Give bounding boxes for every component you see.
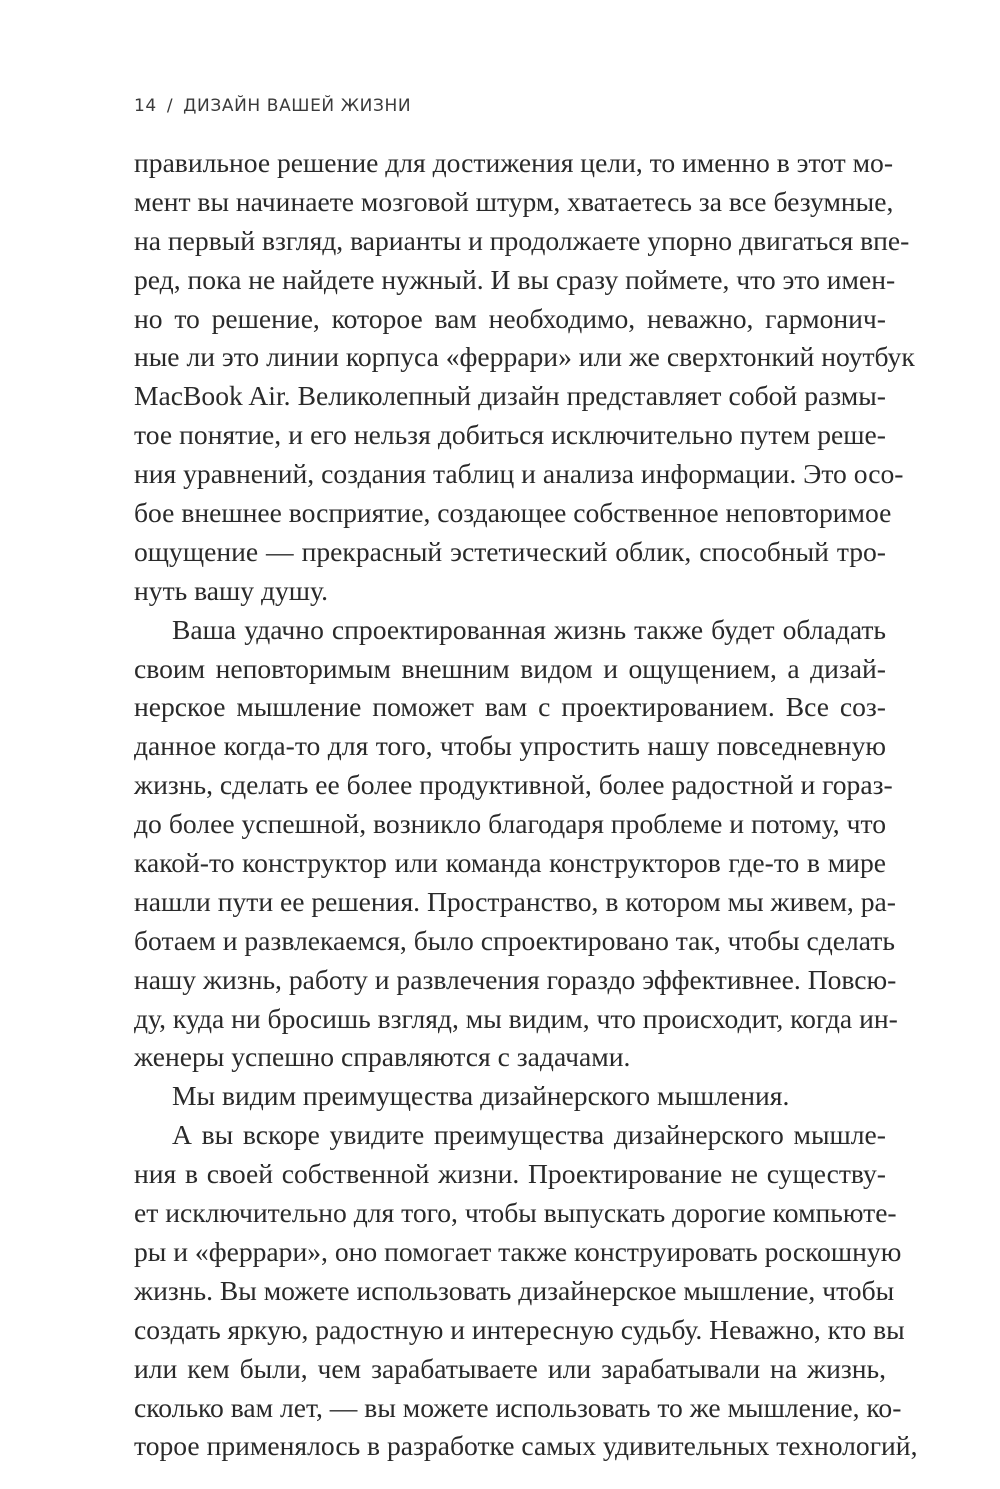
text-line: ред, пока не найдете нужный. И вы сразу поймете, что это имен-: [134, 263, 896, 295]
text-line: торое применялось в разработке самых удивительных технологий,: [134, 1430, 918, 1462]
text-line: нашли пути ее решения. Пространство, в котором мы живем, ра-: [134, 885, 896, 917]
running-head: [134, 96, 411, 116]
header-separator: /: [166, 96, 174, 116]
text-line: или кем были, чем зарабатываете или зарабатывали на жизнь,: [134, 1352, 886, 1384]
text-line: создать яркую, радостную и интересную судьбу. Неважно, кто вы: [134, 1313, 905, 1345]
page-number: 14: [134, 96, 157, 116]
text-line: своим неповторимым внешним видом и ощущением, а дизай-: [134, 652, 886, 684]
text-line: ощущение — прекрасный эстетический облик, способный тро-: [134, 535, 886, 567]
text-line: нашу жизнь, работу и развлечения гораздо эффективнее. Повсю-: [134, 963, 897, 995]
text-line: жизнь, сделать ее более продуктивной, более радостной и гораз-: [134, 769, 893, 801]
text-line: жизнь. Вы можете использовать дизайнерское мышление, чтобы: [134, 1274, 895, 1306]
text-line: ботаем и развлекаемся, было спроектировано так, чтобы сделать: [134, 924, 895, 956]
text-line: ду, куда ни бросишь взгляд, мы видим, что происходит, когда ин-: [134, 1002, 898, 1034]
text-line: тое понятие, и его нельзя добиться исключительно путем реше-: [134, 419, 886, 451]
book-title: ДИЗАЙН ВАШЕЙ ЖИЗНИ: [183, 96, 412, 116]
text-line: нуть вашу душу.: [134, 574, 328, 606]
text-line: мент вы начинаете мозговой штурм, хватаетесь за все безумные,: [134, 185, 894, 217]
text-line: Ваша удачно спроектированная жизнь также будет обладать: [172, 613, 886, 645]
text-line: ры и «феррари», оно помогает также конструировать роскошную: [134, 1235, 902, 1267]
text-line: MacBook Air. Великолепный дизайн представляет собой размы-: [134, 380, 886, 412]
text-line: нерское мышление поможет вам с проектированием. Все соз-: [134, 691, 886, 723]
text-line: на первый взгляд, варианты и продолжаете упорно двигаться впе-: [134, 224, 910, 256]
text-line: женеры успешно справляются с задачами.: [134, 1041, 631, 1073]
text-line: ет исключительно для того, чтобы выпускать дорогие компьюте-: [134, 1197, 897, 1229]
text-line: ния уравнений, создания таблиц и анализа информации. Это осо-: [134, 458, 904, 490]
text-line: ния в своей собственной жизни. Проектирование не существу-: [134, 1158, 886, 1190]
text-line: данное когда-то для того, чтобы упростить нашу повседневную: [134, 730, 886, 762]
text-line: до более успешной, возникло благодаря проблеме и потому, что: [134, 808, 886, 840]
text-line: Мы видим преимущества дизайнерского мышления.: [172, 1080, 790, 1112]
text-line: А вы вскоре увидите преимущества дизайнерского мышле-: [172, 1119, 886, 1151]
text-line: но то решение, которое вам необходимо, неважно, гармонич-: [134, 302, 886, 334]
text-line: ные ли это линии корпуса «феррари» или же сверхтонкий ноутбук: [134, 341, 915, 373]
text-line: правильное решение для достижения цели, то именно в этот мо-: [134, 147, 894, 178]
body-text: [134, 144, 918, 1466]
text-line: какой-то конструктор или команда конструкторов где-то в мире: [134, 847, 886, 879]
text-line: бое внешнее восприятие, создающее собственное неповторимое: [134, 497, 892, 529]
text-line: сколько вам лет, — вы можете использовать то же мышление, ко-: [134, 1391, 902, 1423]
